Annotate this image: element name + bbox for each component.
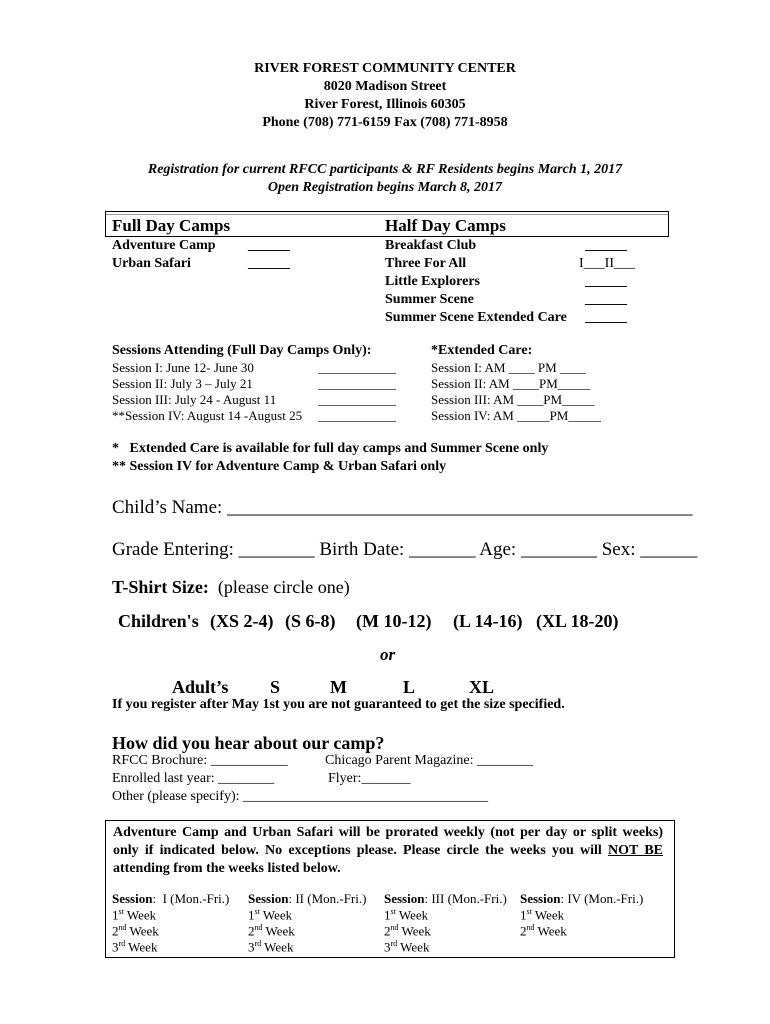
sessions-title: Sessions Attending (Full Day Camps Only): (112, 343, 372, 358)
full-day-title: Full Day Camps (112, 216, 231, 235)
half-day-item-breakfast: Breakfast Club (385, 238, 477, 253)
week-col-1-w3[interactable] (112, 939, 157, 955)
week-word: Week (262, 923, 295, 939)
tshirt-children-m[interactable]: (M 10-12) (356, 611, 432, 631)
org-phone: Phone (708) 771-6159 Fax (708) 771-8958 (262, 115, 508, 130)
half-day-blank-summer[interactable]: ______ (585, 292, 627, 307)
half-day-blank-explorers[interactable]: ______ (585, 274, 627, 289)
week-col-1-header (112, 891, 229, 907)
full-day-item-adventure: Adventure Camp (112, 238, 216, 253)
tshirt-adult-l[interactable]: L (403, 677, 416, 697)
week-word: Week (534, 923, 567, 939)
weeks-text-2: attending from the weeks listed below. (113, 861, 341, 876)
week-col-1-rest: : I (Mon.-Fri.) (152, 891, 230, 906)
week-word: Week (123, 907, 157, 923)
week-col-2-w1[interactable] (248, 907, 292, 923)
week-word: Week (261, 939, 294, 955)
week-word: Week (395, 907, 429, 923)
week-col-2-w3[interactable] (248, 939, 293, 955)
session-1-label: Session I: June 12- June 30 (112, 360, 254, 375)
session-2-blank[interactable]: ____________ (318, 376, 396, 391)
week-col-2-session: Session (248, 891, 289, 906)
week-num: 2 (384, 923, 391, 939)
week-word: Week (125, 939, 158, 955)
week-suffix: nd (526, 923, 535, 932)
week-num: 2 (520, 923, 527, 939)
note-session-iv: ** Session IV for Adventure Camp & Urban Safari only (112, 459, 447, 474)
session-1-blank[interactable]: ____________ (318, 360, 396, 375)
tshirt-adult-xl[interactable]: XL (469, 677, 495, 697)
extended-care-session-3[interactable]: Session III: AM ____PM_____ (431, 392, 595, 407)
tshirt-children-s[interactable]: (S 6-8) (285, 611, 336, 631)
week-suffix: st (390, 907, 396, 916)
session-3-label: Session III: July 24 - August 11 (112, 392, 277, 407)
week-suffix: rd (254, 939, 262, 948)
week-col-2-rest: : II (Mon.-Fri.) (288, 891, 367, 906)
week-col-1-w1[interactable] (112, 907, 156, 923)
tshirt-children-l[interactable]: (L 14-16) (453, 611, 523, 631)
week-col-3-w1[interactable] (384, 907, 428, 923)
weeks-box-text (113, 824, 663, 878)
session-2-label: Session II: July 3 – July 21 (112, 376, 253, 391)
registration-line-1: Registration for current RFCC participants & RF Residents begins March 1, 2017 (147, 162, 623, 177)
registration-line-2: Open Registration begins March 8, 2017 (267, 180, 503, 195)
half-day-item-summer-ext: Summer Scene Extended Care (385, 310, 567, 325)
week-col-1-session: Session (112, 891, 153, 906)
week-suffix: st (118, 907, 124, 916)
week-col-1-w2[interactable] (112, 923, 159, 939)
week-num: 1 (112, 907, 119, 923)
week-col-3-header (384, 891, 507, 907)
extended-care-title: *Extended Care: (431, 343, 533, 358)
full-day-blank-urban[interactable]: ______ (248, 256, 290, 271)
tshirt-adult-label: Adult’s (172, 677, 229, 697)
note-extended-care: * Extended Care is available for full day camps and Summer Scene only (112, 441, 549, 456)
week-word: Week (126, 923, 159, 939)
week-col-2-header (248, 891, 366, 907)
week-num: 2 (248, 923, 255, 939)
week-num: 3 (248, 939, 255, 955)
extended-care-session-4[interactable]: Session IV: AM _____PM_____ (431, 408, 601, 423)
half-day-item-explorers: Little Explorers (385, 274, 481, 289)
half-day-item-summer: Summer Scene (385, 292, 474, 307)
week-num: 3 (112, 939, 119, 955)
tshirt-children-xl[interactable]: (XL 18-20) (536, 611, 619, 631)
grade-birth-age-sex-fields[interactable]: Grade Entering: ________ Birth Date: _______ Age: ________ Sex: ______ (112, 539, 698, 560)
weeks-text-not-be: NOT BE (608, 843, 663, 858)
weeks-text-1: Adventure Camp and Urban Safari will be prorated weekly (not per day or split weeks) only if indicated below. No exceptions please. Please circle the weeks you will (113, 825, 663, 858)
full-day-item-urban: Urban Safari (112, 256, 191, 271)
week-col-4-session: Session (520, 891, 561, 906)
week-word: Week (397, 939, 430, 955)
tshirt-children-xs[interactable]: (XS 2-4) (210, 611, 274, 631)
week-num: 3 (384, 939, 391, 955)
hear-flyer[interactable]: Flyer:_______ (328, 771, 411, 786)
week-suffix: nd (390, 923, 399, 932)
org-street: 8020 Madison Street (323, 79, 447, 94)
child-name-field[interactable]: Child’s Name: _________________________________________________ (112, 497, 693, 518)
week-num: 1 (520, 907, 527, 923)
half-day-title: Half Day Camps (385, 216, 506, 235)
week-num: 1 (248, 907, 255, 923)
week-suffix: st (254, 907, 260, 916)
week-word: Week (259, 907, 293, 923)
org-city: River Forest, Illinois 60305 (304, 97, 466, 112)
tshirt-warning: If you register after May 1st you are not guaranteed to get the size specified. (112, 697, 565, 712)
half-day-blank-breakfast[interactable]: ______ (585, 238, 627, 253)
week-col-3-rest: : III (Mon.-Fri.) (424, 891, 507, 906)
half-day-item-three: Three For All (385, 256, 467, 271)
week-suffix: st (526, 907, 532, 916)
week-col-2-w2[interactable] (248, 923, 295, 939)
extended-care-session-1[interactable]: Session I: AM ____ PM ____ (431, 360, 586, 375)
hear-title: How did you hear about our camp? (112, 733, 385, 753)
session-4-blank[interactable]: ____________ (318, 408, 396, 423)
tshirt-label-bold: T-Shirt Size: (112, 577, 209, 597)
week-col-3-w3[interactable] (384, 939, 429, 955)
week-col-3-w2[interactable] (384, 923, 431, 939)
hear-brochure[interactable]: RFCC Brochure: ___________ (112, 753, 288, 768)
half-day-blank-summer-ext[interactable]: ______ (585, 310, 627, 325)
week-num: 1 (384, 907, 391, 923)
week-word: Week (531, 907, 565, 923)
week-col-4-rest: : IV (Mon.-Fri.) (560, 891, 644, 906)
org-name: RIVER FOREST COMMUNITY CENTER (254, 61, 516, 76)
week-suffix: rd (390, 939, 398, 948)
session-4-label: **Session IV: August 14 -August 25 (112, 408, 303, 423)
week-col-4-w1[interactable] (520, 907, 564, 923)
week-col-4-header (520, 891, 643, 907)
tshirt-or: or (380, 645, 396, 664)
tshirt-label-rest: (please circle one) (208, 577, 350, 597)
half-day-blank-three[interactable]: I___II___ (579, 256, 635, 271)
tshirt-adult-m[interactable]: M (330, 677, 347, 697)
extended-care-session-2[interactable]: Session II: AM ____PM_____ (431, 376, 591, 391)
week-suffix: nd (118, 923, 127, 932)
week-num: 2 (112, 923, 119, 939)
hear-other[interactable]: Other (please specify): ___________________________________ (112, 789, 488, 804)
tshirt-children-label: Children's (118, 611, 199, 631)
tshirt-label (112, 577, 350, 598)
session-3-blank[interactable]: ____________ (318, 392, 396, 407)
hear-magazine[interactable]: Chicago Parent Magazine: ________ (325, 753, 534, 768)
week-col-3-session: Session (384, 891, 425, 906)
tshirt-adult-s[interactable]: S (270, 677, 281, 697)
week-suffix: nd (254, 923, 263, 932)
week-word: Week (398, 923, 431, 939)
hear-enrolled[interactable]: Enrolled last year: ________ (112, 771, 275, 786)
week-suffix: rd (118, 939, 126, 948)
week-col-4-w2[interactable] (520, 923, 567, 939)
full-day-blank-adventure[interactable]: ______ (248, 238, 290, 253)
